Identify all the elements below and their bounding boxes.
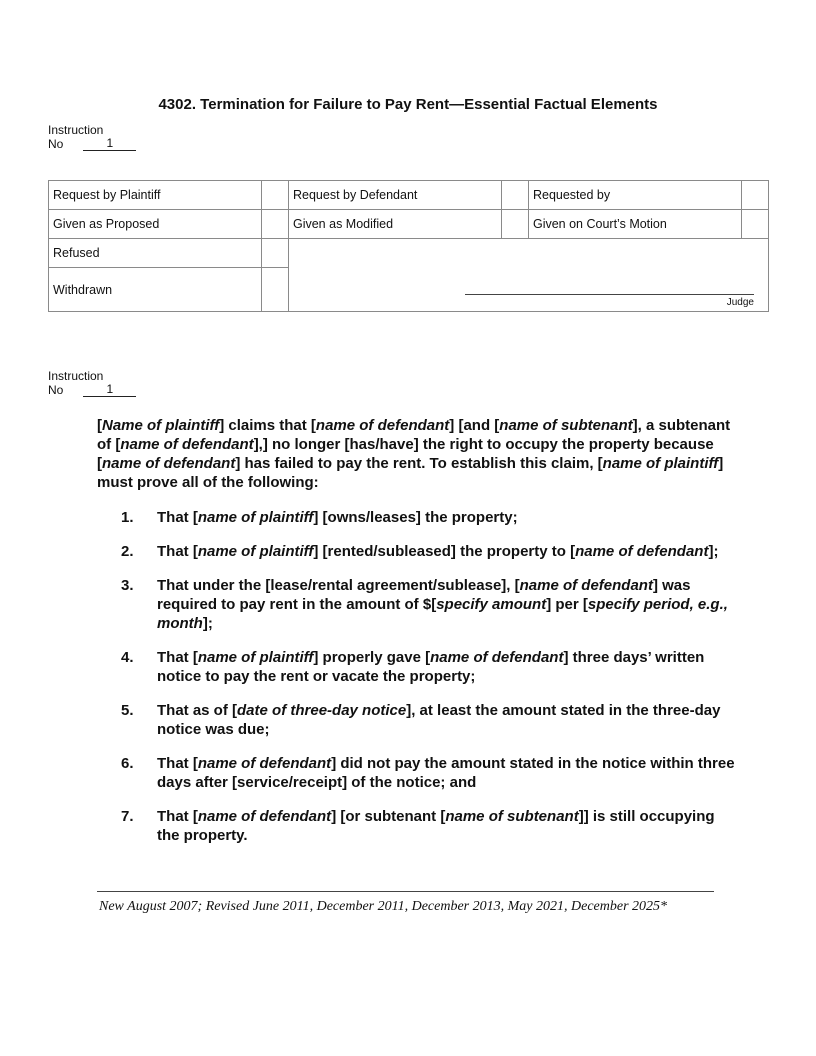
placeholder-text: name of defendant [430,649,564,666]
text-run: ] must prove all of the following: [97,455,724,491]
given-as-proposed-checkbox[interactable] [262,210,289,239]
placeholder-text: name of subtenant [445,808,579,825]
element-number: 5. [121,702,134,719]
element-text [157,754,737,792]
text-run: That [ [157,509,198,526]
text-run: ] properly gave [ [313,649,431,666]
element-item [97,701,737,739]
placeholder-text: name of plaintiff [602,455,719,472]
text-run: ]] is still occupying the property. [157,808,715,844]
text-run: ] [and [ [449,417,500,434]
text-run: That [ [157,649,198,666]
request-by-plaintiff-label: Request by Plaintiff [49,181,262,210]
refused-checkbox[interactable] [262,239,289,268]
element-number: 6. [121,755,134,772]
withdrawn-checkbox[interactable] [262,268,289,312]
placeholder-text: name of defendant [315,417,450,434]
placeholder-text: name of defendant [102,455,236,472]
element-text [157,701,737,739]
element-text [157,648,737,686]
instruction-number-bottom [48,369,136,397]
text-run: ] [rented/subleased] the property to [ [313,543,576,560]
text-run: ] per [ [546,596,588,613]
request-by-defendant-label: Request by Defendant [288,181,501,210]
request-table [48,180,769,312]
placeholder-text: name of plaintiff [197,649,314,666]
instruction-number-top [48,123,136,151]
requested-by-label: Requested by [528,181,741,210]
text-run: That under the [lease/rental agreement/sublease], [ [157,577,520,594]
text-run: ] did not pay the amount stated in the notice within three days after [service/receipt] of the notice; and [157,755,735,791]
placeholder-text: Name of plaintiff [102,417,220,434]
text-run: ] three days’ written notice to pay the rent or vacate the property; [157,649,705,685]
element-text [157,807,737,845]
text-run: ] has failed to pay the rent. To establish this claim, [ [235,455,603,472]
element-item [97,648,737,686]
history-divider [97,891,714,892]
intro-paragraph [97,416,737,492]
text-run: That [ [157,808,198,825]
placeholder-text: name of plaintiff [197,509,314,526]
placeholder-text: name of plaintiff [197,543,314,560]
text-run: That as of [ [157,702,238,719]
text-run: ], a subtenant of [ [97,417,731,453]
request-by-plaintiff-checkbox[interactable] [262,181,289,210]
judge-signature-line[interactable] [465,294,754,295]
placeholder-text: name of defendant [197,808,332,825]
placeholder-text: specify amount [436,596,547,613]
element-number: 2. [121,543,134,560]
placeholder-text: name of subtenant [499,417,633,434]
judge-label: Judge [726,297,754,308]
instruction-no-value[interactable]: 1 [83,137,136,151]
given-on-courts-motion-label: Given on Court’s Motion [528,210,741,239]
text-run: ] [or subtenant [ [331,808,446,825]
placeholder-text: name of defendant [575,543,709,560]
element-number: 3. [121,577,134,594]
text-run: That [ [157,543,198,560]
given-as-proposed-label: Given as Proposed [49,210,262,239]
revision-history: New August 2007; Revised June 2011, December 2011, December 2013, May 2021, December 2025* [99,899,668,914]
elements-list [97,508,737,845]
instruction-body [97,416,737,860]
placeholder-text: name of defendant [519,577,653,594]
text-run: ],] no longer [has/have] the right to occupy the property because [ [97,436,714,472]
element-text [157,542,737,561]
element-item [97,807,737,845]
element-text [157,576,737,633]
element-item [97,508,737,527]
text-run: ] was required to pay rent in the amount of $[ [157,577,691,613]
instruction-label: Instruction [48,369,104,383]
instruction-no-value[interactable]: 1 [83,383,136,397]
element-text [157,508,737,527]
withdrawn-label: Withdrawn [49,268,262,312]
text-run: ]; [708,543,719,560]
instruction-no-label: No [48,137,64,151]
placeholder-text: specify period, e.g., month [157,596,728,632]
element-number: 4. [121,649,134,666]
element-item [97,542,737,561]
placeholder-text: name of defendant [197,755,332,772]
text-run: ], at least the amount stated in the three-day notice was due; [157,702,721,738]
placeholder-text: date of three-day notice [237,702,407,719]
requested-by-checkbox[interactable] [742,181,769,210]
instruction-label: Instruction [48,123,104,137]
placeholder-text: name of defendant [120,436,254,453]
request-by-defendant-checkbox[interactable] [502,181,529,210]
element-item [97,754,737,792]
refused-label: Refused [49,239,262,268]
element-number: 7. [121,808,134,825]
text-run: ] [owns/leases] the property; [313,509,518,526]
text-run: That [ [157,755,198,772]
page-title: 4302. Termination for Failure to Pay Rent—Essential Factual Elements [158,96,658,113]
element-number: 1. [121,509,134,526]
text-run: ]; [202,615,213,632]
element-item [97,576,737,633]
given-on-courts-motion-checkbox[interactable] [742,210,769,239]
instruction-no-label: No [48,383,64,397]
given-as-modified-checkbox[interactable] [502,210,529,239]
judge-signature-area [288,239,768,312]
text-run: ] claims that [ [219,417,316,434]
given-as-modified-label: Given as Modified [288,210,501,239]
text-run: [ [97,417,102,434]
